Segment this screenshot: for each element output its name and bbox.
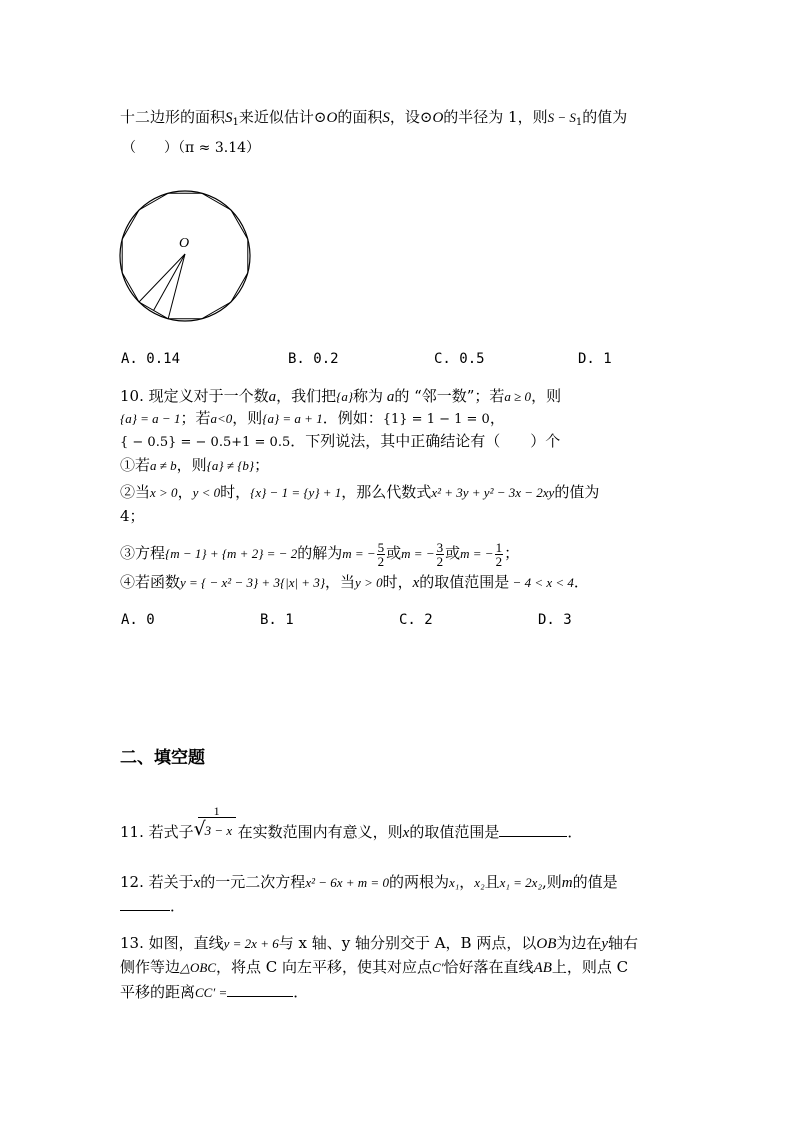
radius-line-right [168, 254, 185, 319]
q10-option-b[interactable]: B. 1 [260, 612, 294, 628]
q10-statement-3: ③方程{m − 1} + {m + 2} = − 2的解为m = − $\frac{5}{2}$ 或m = − $\frac{3}{2}$ 或m = − $\frac{1}{2}$ ； [120, 539, 520, 569]
q9-option-a[interactable]: A. 0.14 [121, 351, 181, 367]
q10-statement-1: ①若a ≠ b，则{a} ≠ {b}； [120, 456, 270, 474]
q10-statement-2-cont: 4； [120, 507, 145, 525]
q10-option-c[interactable]: C. 2 [399, 612, 433, 628]
q9-option-d[interactable]: D. 1 [578, 351, 612, 367]
q11-line: 11. 若式子 1 √ 3 − x 在实数范围内有意义，则x的取值范围是 ． [120, 804, 583, 841]
q10-line3: { − 0.5} = − 0.5+1 = 0.5．下列说法，其中正确结论有（ ）个 [120, 432, 561, 450]
fraction-3-2: $\frac{3}{2}$ [436, 539, 444, 569]
q12-line2: ． [120, 896, 185, 916]
answer-blank-12[interactable] [120, 896, 170, 911]
q10-option-a[interactable]: A. 0 [121, 612, 155, 628]
s-minus-s1: S − S [547, 110, 576, 125]
fraction-5-2: $\frac{5}{2}$ [377, 539, 385, 569]
q10-statement-2: ②当x > 0，y < 0时，{x} − 1 = {y} + 1，那么代数式x² + 3y + y² − 3x − 2xy的值为 [120, 483, 600, 501]
q9-option-b[interactable]: B. 0.2 [288, 351, 339, 367]
q12-line1: 12. 若关于x的一元二次方程x² − 6x + m = 0的两根为x₁，x₂且x₁ = 2x₂,则m的值是 [120, 873, 618, 891]
s1-symbol: S [225, 110, 233, 126]
circle-dot-symbol: ⊙ [313, 108, 327, 126]
q13-line3: 平移的距离CC′ = ． [120, 983, 309, 1001]
q10-statement-4: ④若函数y = { − x² − 3} + 3{|x| + 3}，当y > 0时，x的取值范围是 − 4 < x < 4． [120, 573, 589, 591]
circle-dodecagon-figure [110, 182, 260, 332]
q13-line2: 侧作等边△OBC，将点 C 向左平移，使其对应点C′恰好落在直线AB上，则点 C [120, 958, 629, 976]
q13-line1: 13. 如图，直线y = 2x + 6与 x 轴、y 轴分别交于 A，B 两点，以OB为边在y轴右 [120, 934, 639, 952]
center-label: O [179, 236, 190, 251]
q9-line1: 十二边形的面积$S_1$来近似估计⊙O的面积S，设⊙O的半径为 1，则$S - S_1$的值为 [120, 108, 628, 128]
answer-blank-11[interactable] [499, 822, 567, 837]
q10-line2: {a} = a − 1；若a<0，则{a} = a + 1．例如：{1} = 1 − 1 = 0， [120, 409, 505, 427]
fraction-1-2: $\frac{1}{2}$ [495, 539, 503, 569]
section-title: 二、填空题 [120, 748, 205, 768]
q9-line2: （ ）（π ≈ 3.14） [122, 140, 261, 156]
radical-fraction: 1 √ 3 − x [194, 823, 238, 843]
q9-option-c[interactable]: C. 0.5 [434, 351, 485, 367]
q10-line1: 10. 现定义对于一个数a，我们把{a}称为 a的 “邻一数”；若a ≥ 0，则 [120, 387, 562, 405]
q10-option-d[interactable]: D. 3 [538, 612, 572, 628]
answer-blank-13[interactable] [227, 982, 293, 997]
